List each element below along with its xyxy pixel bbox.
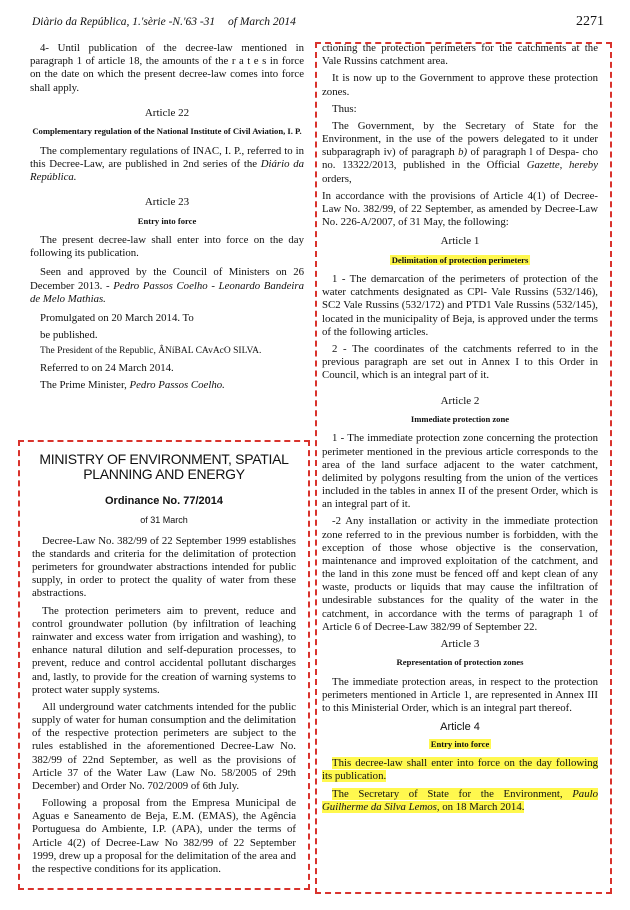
paragraph: The Government, by the Secretary of State for the Environment, in the use of the powers delegated to it under subparagraph iv) of paragraph b) of paragraph l of Despa- cho no. 13322/2013, published in the Official Gazette, hereby orders, (322, 119, 598, 185)
paragraph: ctioning the protection perimeters for the catchments at the Vale Russins catchment area. (322, 42, 598, 68)
ministry-ordinance-box (18, 440, 310, 890)
paragraph: Promulgated on 20 March 2014. To (40, 311, 194, 324)
article-heading: Article 2 (440, 394, 480, 407)
ordinance-number: Ordinance No. 77/2014 (105, 494, 223, 507)
page-header (32, 16, 604, 34)
signature-line: The Prime Minister, Pedro Passos Coelho. (40, 378, 225, 391)
page-number: 2271 (576, 14, 604, 29)
paragraph: The immediate protection areas, in respect to the protection perimeters mentioned in Article 1, are represented in Annex III to this Ministerial Order, which is an integral part thereof. (322, 675, 598, 715)
paragraph: be published. (40, 329, 98, 342)
paragraph: Decree-Law No. 382/99 of 22 September 1999 establishes the standards and criteria for the delimitation of protection perimeters for groundwater abstractions intended for public supply, in order to protect the quality of water from these abstractions. (32, 534, 296, 600)
president-line: The President of the Republic, ÂNíBAL CAvAcO SILVA. (40, 346, 262, 357)
article-heading: Article 4 (440, 721, 480, 734)
paragraph: -2 Any installation or activity in the immediate protection zone referred to in the previous number is forbidden, with the exception of those whose objective is the conservation, maintenance and improved exploitation of the catchment, and the land in this zone must be fenced off and kept clean of any waste, products or liquids that may cause the infiltration of undesirable substances for the quality of the water in the catchment, in accordance with the terms of paragraph 1 of Article 6 of Decree-Law 382/99 of September 22. (322, 515, 598, 633)
paragraph: The complementary regulations of INAC, I. P., referred to in this Decree-Law, are published in 2nd series of the Diário da República. (30, 144, 305, 183)
left-column (30, 42, 304, 396)
paragraph: Thus: (332, 102, 357, 115)
paragraph: Seen and approved by the Council of Ministers on 26 December 2013. - Pedro Passos Coelho - Leonardo Bandeira de Melo Mathias. (30, 266, 304, 305)
article-heading: Article 22 (144, 106, 190, 119)
paragraph: 1 - The immediate protection zone concerning the protection perimeter mentioned in the previous article corresponds to the area of the land surface adjacent to the water catchment, delimited by polygons resulting from the union of the vertices included in the tables in annex II of the present Order, which is an integral part of it. (322, 432, 598, 511)
article-title: Representation of protection zones (396, 657, 524, 668)
issue-date: of March 2014 (228, 16, 296, 28)
article-title: Entry into force (430, 738, 490, 749)
paragraph: 2 - The coordinates of the catchments referred to in the previous paragraph are set out in Annex I to this Order in Council, which is an integral part of it. (322, 342, 598, 382)
paragraph: The protection perimeters aim to prevent, reduce and control groundwater pollution (by infiltration of leaching rainwater and excess water from irrigation and washing), to enhance natural dilution and self-depuration processes, to prevent, reduce and control accidental pollutant discharges and, lastly, to provide for the creation of warning systems to protect water supply systems. (32, 604, 296, 696)
paragraph: 4- Until publication of the decree-law mentioned in paragraph 1 of article 18, the amounts of the r a t e s in force on the date on which the present decree-law comes into force shall apply. (30, 42, 304, 94)
paragraph: All underground water catchments intended for the public supply of water for human consumption and the delimitation of the respective protection perimeters are subject to the rules established in the aforementioned Decree-Law No. 382/99 of 22nd September, as well as the provisions of Article 37 of the Water Law (Law No. 58/2005 of 29th December) and Order No. 702/2009 of 6th July. (32, 700, 296, 792)
paragraph: It is now up to the Government to approve these protection zones. (322, 72, 598, 98)
paragraph: Following a proposal from the Empresa Municipal de Aguas e Saneamento de Beja, E.M. (EMAS), the Agência Portuguesa do Ambiente, I.P. (APA), under the terms of Article 4(2) of Decree-Law No 382/99 of 22 September 1999, drew up a proposal for the delimitation of the area and the respective conditions for its application. (32, 797, 296, 875)
paragraph: Referred to on 24 March 2014. (40, 361, 174, 374)
right-column (322, 42, 598, 818)
paragraph: The present decree-law shall enter into force on the day following its publication. (30, 233, 304, 260)
article-title: Entry into force (137, 215, 197, 226)
journal-title: Diàrio da República, 1.'sèrie -N.'63 -31 (32, 16, 216, 28)
article-heading: Article 23 (144, 196, 190, 209)
signature-line: The Secretary of State for the Environment, Paulo Guilherme da Silva Lemos, on 18 March 2014. (322, 787, 598, 813)
paragraph: This decree-law shall enter into force on the day following its publication. (322, 757, 598, 783)
article-heading: Article 1 (440, 235, 480, 248)
paragraph: 1 - The demarcation of the perimeters of protection of the water catchments designated as CPl- Vale Russins (532/146), SC2 Vale Russins (532/172) and PTD1 Vale Russins (532/145), located in the municipality of Beja, is approved under the terms of the following articles. (322, 273, 598, 338)
ministry-title: MINISTRY OF ENVIRONMENT, SPATIAL PLANNING AND ENERGY (39, 451, 289, 483)
article-heading: Article 3 (440, 637, 480, 650)
article-title: Immediate protection zone (410, 413, 510, 424)
article-title: Delimitation of protection perimeters (391, 254, 529, 265)
paragraph: In accordance with the provisions of Article 4(1) of Decree-Law No. 382/99, of 22 September, as amended by Decree-Law No. 226-A/2007, of 31 May, the following: (322, 189, 598, 229)
article-title: Complementary regulation of the National Institute of Civil Aviation, I. P. (32, 126, 302, 137)
ordinance-date: of 31 March (140, 514, 188, 525)
